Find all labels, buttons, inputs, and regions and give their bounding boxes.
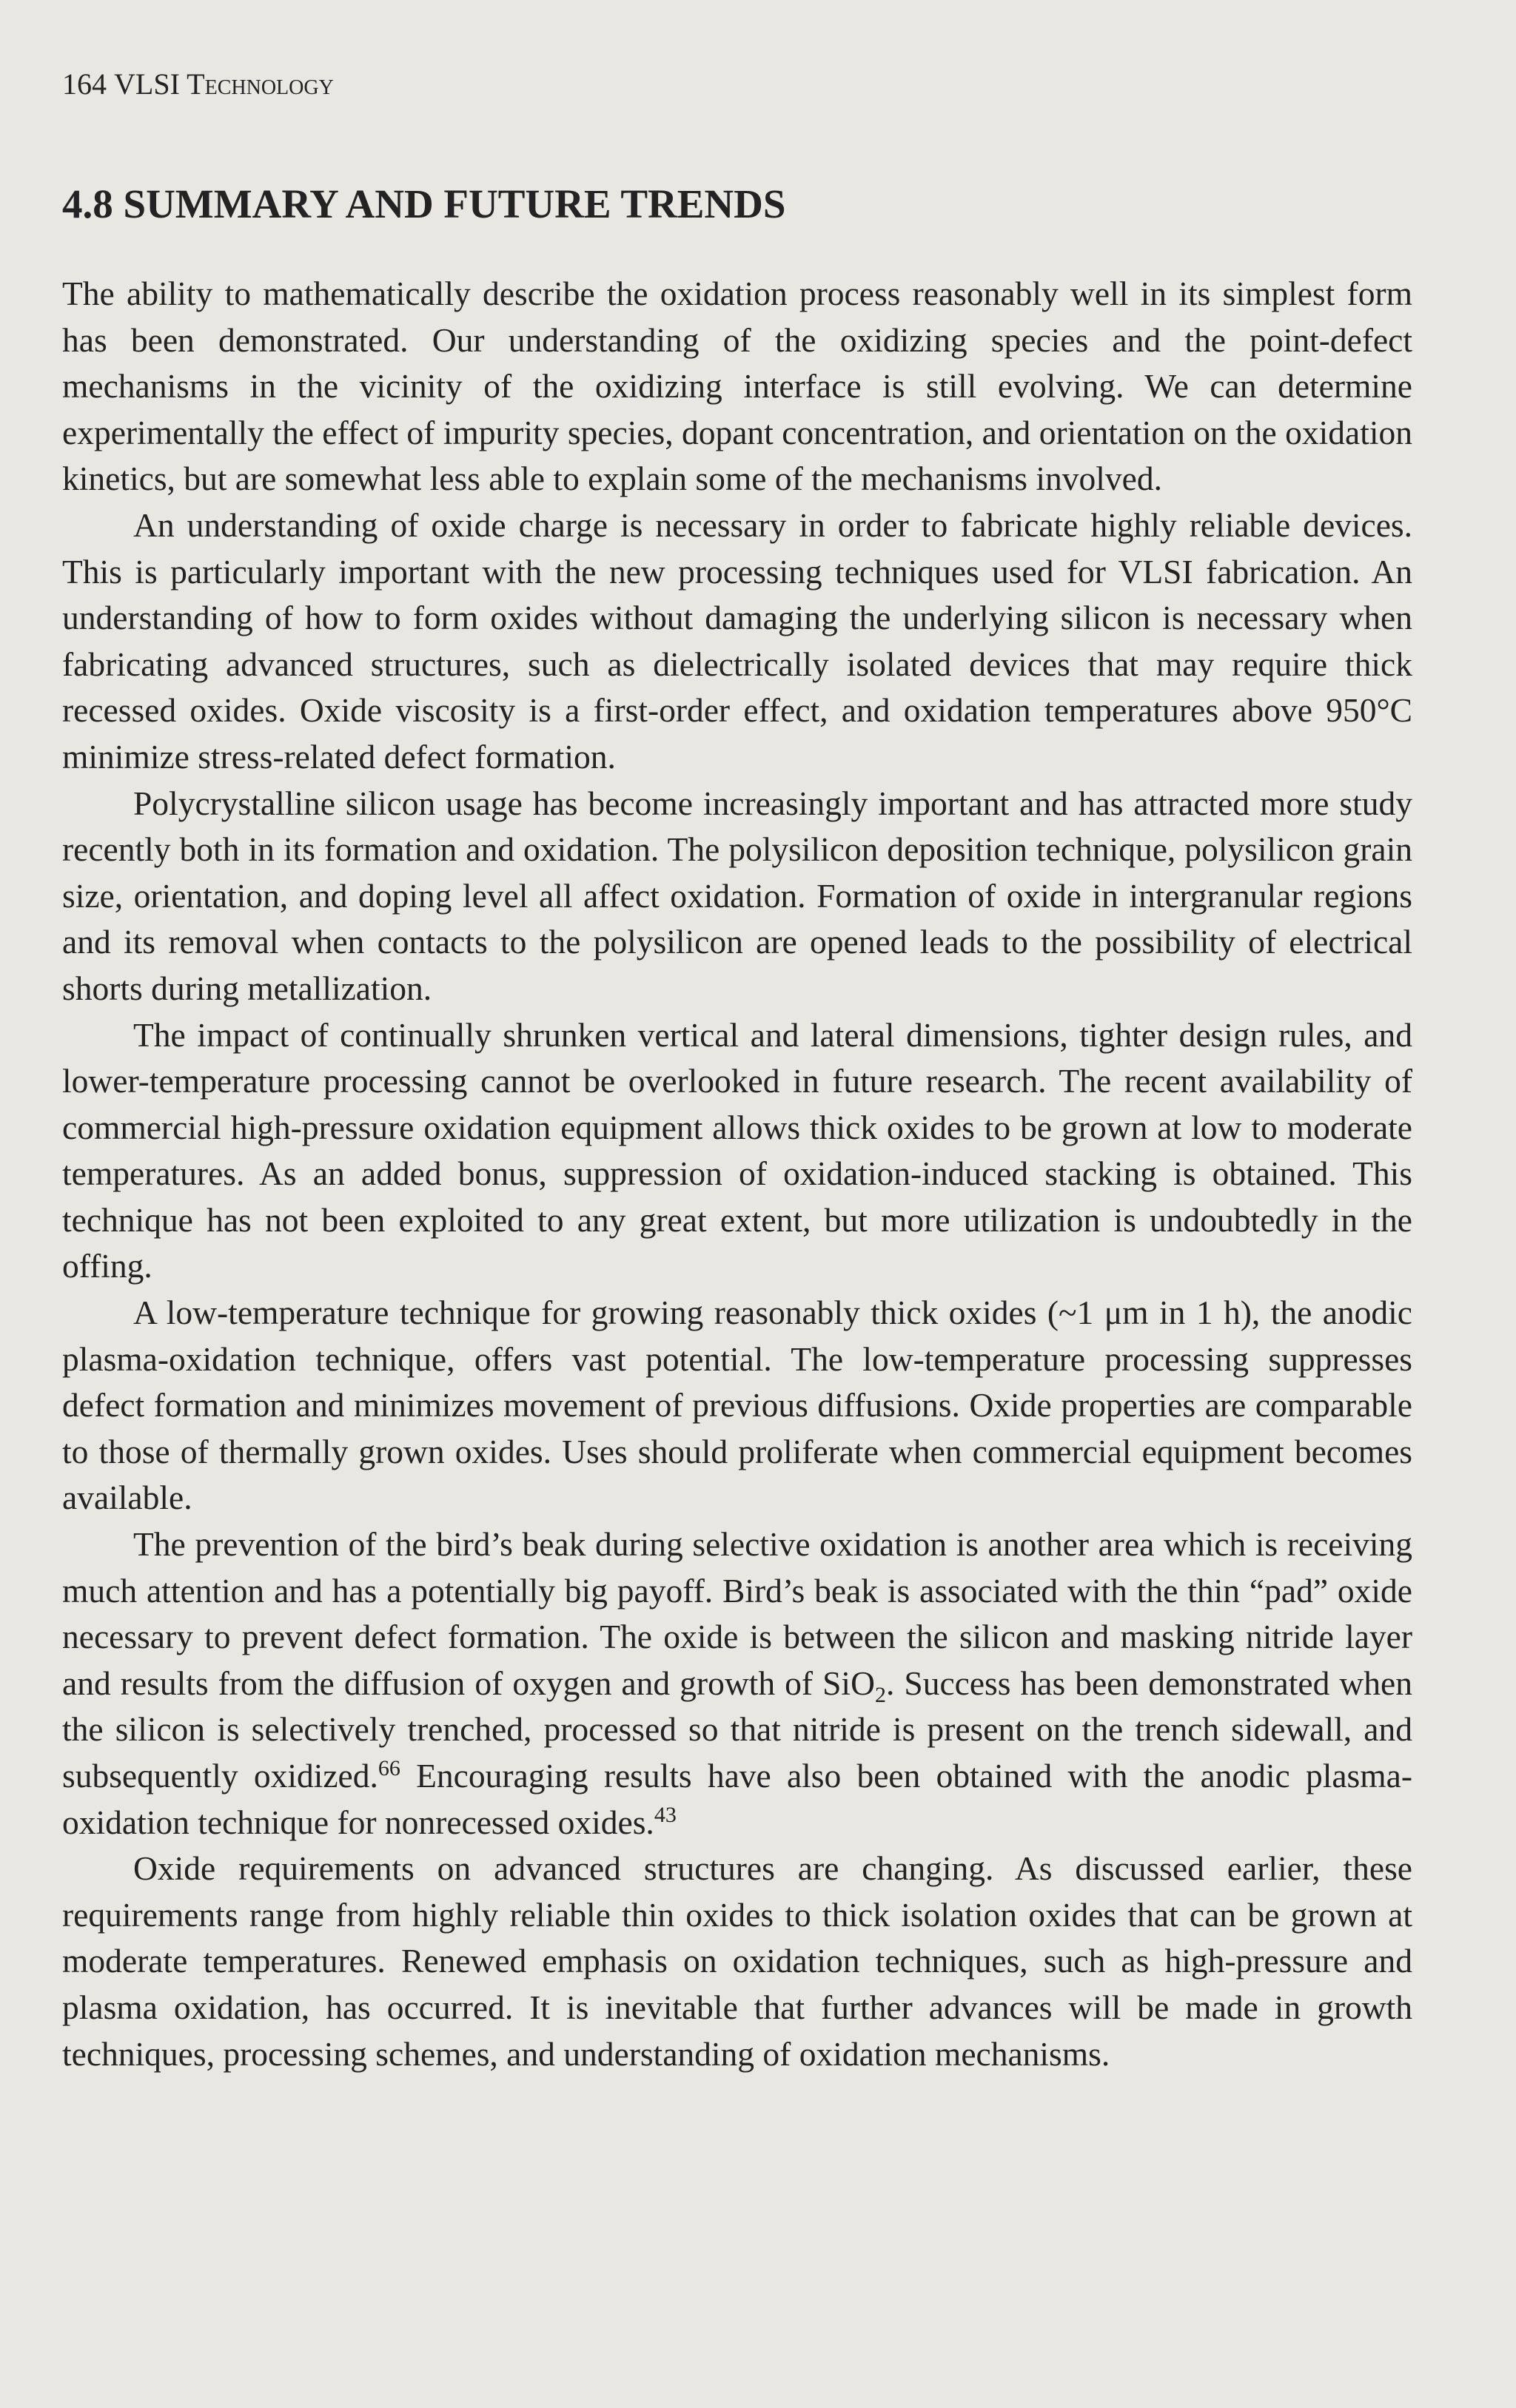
running-head	[62, 62, 1412, 107]
book-page	[62, 62, 1412, 2077]
paragraph-7: Oxide requirements on advanced structures are changing. As discussed earlier, these requirements range from highly reliable thin oxides to thick isolation oxides that can be grown at moderate temperatures. Renewed emphasis on oxidation techniques, such as high-pressure and plasma oxidation, has occurred. It is inevitable that further advances will be made in growth techniques, processing schemes, and understanding of oxidation mechanisms.	[62, 1849, 1412, 2073]
paragraph-2: An understanding of oxide charge is necessary in order to fabricate highly reliable devices. This is particularly important with the new processing techniques used for VLSI fabrication. An understanding of how to form oxides without damaging the underlying silicon is necessary when fabricating advanced structures, such as dielectrically isolated devices that may require thick recessed oxides. Oxide viscosity is a first-order effect, and oxidation temperatures above 950°C minimize stress-related defect formation.	[62, 505, 1412, 776]
subscript-2: 2	[874, 1682, 886, 1707]
page-number: 164	[62, 67, 107, 101]
paragraph-6-part-2: . Success has been demonstrated when the silicon is selectively trenched, processed so that nitride is present on the trench sidewall, and subsequently oxidized.	[62, 1664, 1412, 1795]
paragraph-6	[62, 1521, 1412, 1846]
reference-marker-43: 43	[654, 1802, 677, 1827]
paragraph-5: A low-temperature technique for growing reasonably thick oxides (~1 μm in 1 h), the anodic plasma-oxidation technique, offers vast potential. The low-temperature processing suppresses defect formation and minimizes movement of previous diffusions. Oxide properties are comparable to those of thermally grown oxides. Uses should proliferate when commercial equipment becomes available.	[62, 1294, 1412, 1517]
section-body	[62, 271, 1412, 2077]
paragraph-6-part-1: The prevention of the bird’s beak during selective oxidation is another area which is receiving much attention and has a potentially big payoff. Bird’s beak is associated with the thin “pad” oxide necessary to prevent defect formation. The oxide is between the silicon and masking nitride layer and results from the diffusion of oxygen and growth of SiO	[62, 1525, 1412, 1702]
paragraph-3: Polycrystalline silicon usage has become increasingly important and has attracted more study recently both in its formation and oxidation. The polysilicon deposition technique, polysilicon grain size, orientation, and doping level all affect oxidation. Formation of oxide in intergranular regions and its removal when contacts to the polysilicon are opened leads to the possibility of electrical shorts during metallization.	[62, 784, 1412, 1007]
section-title: 4.8 SUMMARY AND FUTURE TRENDS	[62, 181, 786, 226]
book-title: VLSI Technology	[114, 67, 334, 101]
paragraph-1: The ability to mathematically describe the oxidation process reasonably well in its simplest form has been demonstrated. Our understanding of the oxidizing species and the point-defect mechanisms in the vicinity of the oxidizing interface is still evolving. We can determine experimentally the effect of impurity species, dopant concentration, and orientation on the oxidation kinetics, but are somewhat less able to explain some of the mechanisms involved.	[62, 275, 1412, 498]
paragraph-4: The impact of continually shrunken vertical and lateral dimensions, tighter design rules, and lower-temperature processing cannot be overlooked in future research. The recent availability of commercial high-pressure oxidation equipment allows thick oxides to be grown at low to moderate temperatures. As an added bonus, suppression of oxidation-induced stacking is obtained. This technique has not been exploited to any great extent, but more utilization is undoubtedly in the offing.	[62, 1015, 1412, 1285]
reference-marker-66: 66	[378, 1755, 400, 1780]
paragraph-6-part-3: Encouraging results have also been obtained with the anodic plasma-oxidation technique for nonrecessed oxides.	[62, 1757, 1412, 1841]
